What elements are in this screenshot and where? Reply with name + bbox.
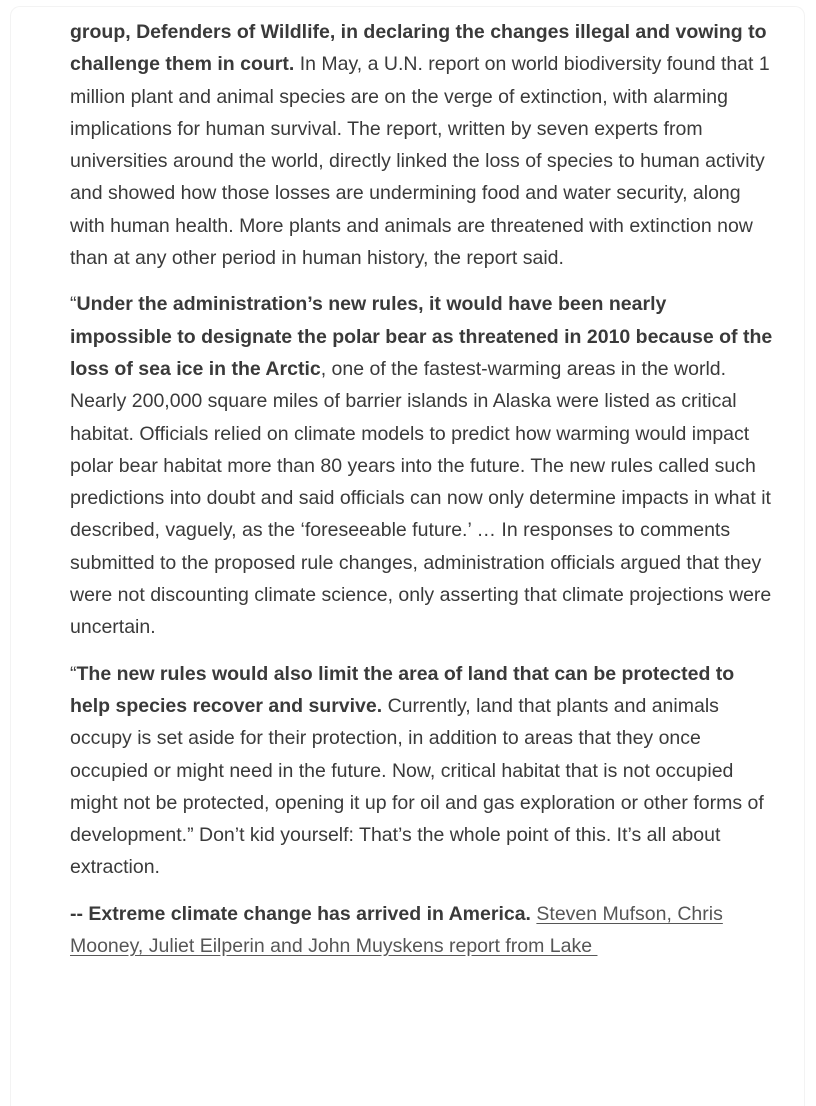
- paragraph-land-limits: [70, 658, 773, 884]
- email-body-container: [10, 6, 805, 1106]
- polar-bear-body-text: , one of the fastest-warming areas in the world. Nearly 200,000 square miles of barrier islands in Alaska were listed as critical habitat. Officials relied on climate models to predict how warming would impact polar bear habitat more than 80 years into the future. The new rules called such predictions into doubt and said officials can now only determine impacts in what it described, vaguely, as the ‘foreseeable future.’ … In responses to comments submitted to the proposed rule changes, administration officials argued that they were not discounting climate science, only asserting that climate projections were uncertain.: [70, 357, 772, 639]
- paragraph-extreme-climate: [70, 898, 773, 963]
- land-limits-body-text: Currently, land that plants and animals occupy is set aside for their protection, in addition to areas that they once occupied or might need in the future. Now, critical habitat that is not occupied might not be protected, opening it up for oil and gas exploration or other forms of development.” Don’t kid yourself: That’s the whole point of this. It’s all about extraction.: [70, 694, 764, 879]
- article-text: [70, 16, 773, 976]
- authors-report-link[interactable]: Steven Mufson, Chris Mooney, Juliet Eilperin and John Muyskens report from Lake: [70, 902, 723, 958]
- polar-bear-bold-lead: Under the administration’s new rules, it would have been nearly impossible to designate the polar bear as threatened in 2010 because of the loss of sea ice in the Arctic: [70, 293, 773, 380]
- land-limits-bold-lead: The new rules would also limit the area of land that can be protected to help species recover and survive.: [70, 662, 735, 717]
- paragraph-defenders: [70, 16, 773, 274]
- polar-bear-open-quote: “: [70, 293, 77, 316]
- land-limits-open-quote: “: [70, 662, 77, 685]
- paragraph-polar-bear: [70, 288, 773, 643]
- defenders-bold-lead: group, Defenders of Wildlife, in declaring the changes illegal and vowing to challenge them in court.: [70, 21, 767, 76]
- defenders-body-text: In May, a U.N. report on world biodiversity found that 1 million plant and animal species are on the verge of extinction, with alarming implications for human survival. The report, written by seven experts from universities around the world, directly linked the loss of species to human activity and showed how those losses are undermining food and water security, along with human health. More plants and animals are threatened with extinction now than at any other period in human history, the report said.: [70, 53, 770, 270]
- extreme-climate-bold-lead: -- Extreme climate change has arrived in America.: [70, 902, 537, 925]
